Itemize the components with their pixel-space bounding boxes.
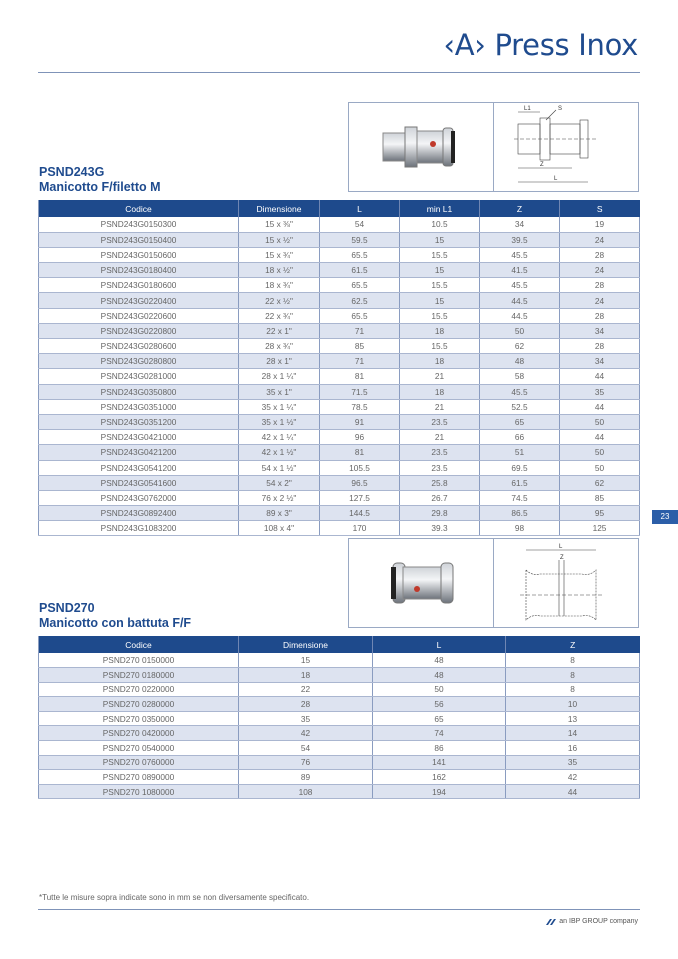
page-number-tab: 23 [652, 510, 678, 524]
table-cell: 15 [239, 653, 373, 668]
table-cell: PSND243G0150300 [39, 217, 239, 232]
technical-drawing [493, 103, 638, 191]
table-cell: 26.7 [400, 490, 480, 505]
table-cell: 96 [320, 430, 400, 445]
table-cell: PSND243G0541200 [39, 460, 239, 475]
column-header: S [560, 200, 640, 217]
table-cell: 50 [373, 682, 506, 697]
table-cell: 98 [480, 521, 560, 536]
column-header: Z [506, 636, 640, 653]
table-cell: 28 [560, 339, 640, 354]
table-cell: 54 [320, 217, 400, 232]
table-cell: PSND270 0150000 [39, 653, 239, 668]
table-cell: 24 [560, 263, 640, 278]
table-row [39, 668, 640, 683]
product-images-psnd270 [348, 538, 639, 628]
table-cell: 28 [560, 247, 640, 262]
table-cell: PSND243G0421000 [39, 430, 239, 445]
table-cell: 35 x 1" [239, 384, 320, 399]
table-cell: 34 [560, 323, 640, 338]
table-row [39, 784, 640, 799]
table-cell: 28 [239, 697, 373, 712]
product-table-psnd243g [38, 200, 640, 536]
table-cell: 21 [400, 369, 480, 384]
table-cell: 22 [239, 682, 373, 697]
table-cell: 15 [400, 263, 480, 278]
table-cell: PSND243G0220600 [39, 308, 239, 323]
table-cell: 44 [560, 430, 640, 445]
table-cell: 65 [373, 711, 506, 726]
table-row [39, 460, 640, 475]
table-row [39, 521, 640, 536]
table-row [39, 490, 640, 505]
table-cell: 15 [400, 232, 480, 247]
table-cell: 28 [560, 278, 640, 293]
table-cell: 23.5 [400, 460, 480, 475]
table-cell: 45.5 [480, 247, 560, 262]
table-cell: PSND243G0421200 [39, 445, 239, 460]
table-cell: PSND243G0351000 [39, 399, 239, 414]
table-cell: 35 x 1 ½" [239, 414, 320, 429]
product-name: Manicotto F/filetto M [39, 180, 161, 194]
table-cell: 19 [560, 217, 640, 232]
table-cell: 50 [560, 414, 640, 429]
table-cell: PSND270 0180000 [39, 668, 239, 683]
product-code: PSND243G [39, 165, 105, 179]
table-cell: 28 x 1" [239, 354, 320, 369]
table-row [39, 726, 640, 741]
svg-text:S: S [558, 106, 563, 112]
table-row [39, 354, 640, 369]
table-row [39, 445, 640, 460]
table-cell: 170 [320, 521, 400, 536]
column-header: Z [480, 200, 560, 217]
table-row [39, 682, 640, 697]
table-cell: 50 [560, 460, 640, 475]
svg-text:Z: Z [560, 555, 564, 561]
table-row [39, 369, 640, 384]
table-cell: 35 [239, 711, 373, 726]
table-row [39, 232, 640, 247]
table-cell: 78.5 [320, 399, 400, 414]
table-row [39, 247, 640, 262]
table-cell: 21 [400, 399, 480, 414]
table-cell: 18 x ½" [239, 263, 320, 278]
table-cell: 44 [560, 369, 640, 384]
table-cell: PSND243G0281000 [39, 369, 239, 384]
table-cell: PSND270 0540000 [39, 741, 239, 756]
table-row [39, 475, 640, 490]
table-cell: 54 x 2" [239, 475, 320, 490]
table-cell: 34 [560, 354, 640, 369]
table-cell: 15 x ¾" [239, 247, 320, 262]
table-cell: 34 [480, 217, 560, 232]
product-table-psnd270 [38, 636, 640, 799]
header-divider [38, 72, 640, 73]
table-cell: PSND270 0220000 [39, 682, 239, 697]
column-header: L [320, 200, 400, 217]
footnote: *Tutte le misure sopra indicate sono in mm se non diversamente specificato. [39, 893, 310, 902]
table-cell: PSND243G0541600 [39, 475, 239, 490]
table-cell: 8 [506, 653, 640, 668]
table-cell: 45.5 [480, 278, 560, 293]
table-cell: 15.5 [400, 278, 480, 293]
company-logo [544, 918, 638, 925]
table-row [39, 278, 640, 293]
table-cell: 81 [320, 369, 400, 384]
table-cell: 54 x 1 ½" [239, 460, 320, 475]
table-cell: 105.5 [320, 460, 400, 475]
table-cell: 42 x 1 ¼" [239, 430, 320, 445]
table-row [39, 308, 640, 323]
table-row [39, 263, 640, 278]
table-cell: 39.3 [400, 521, 480, 536]
product-photo [349, 103, 493, 191]
table-cell: 44.5 [480, 308, 560, 323]
table-cell: PSND270 0350000 [39, 711, 239, 726]
table-cell: PSND243G0150400 [39, 232, 239, 247]
table-cell: 76 [239, 755, 373, 770]
table-cell: 23.5 [400, 414, 480, 429]
table-cell: 96.5 [320, 475, 400, 490]
table-cell: 39.5 [480, 232, 560, 247]
table-cell: 21 [400, 430, 480, 445]
table-cell: 8 [506, 668, 640, 683]
table-cell: 86.5 [480, 506, 560, 521]
table-cell: 61.5 [320, 263, 400, 278]
table-row [39, 384, 640, 399]
section-heading-psnd270 [39, 601, 191, 631]
section-heading-psnd243g [39, 165, 161, 195]
table-cell: PSND270 0420000 [39, 726, 239, 741]
table-cell: PSND270 0890000 [39, 770, 239, 785]
table-row [39, 217, 640, 232]
column-header: Dimensione [239, 636, 373, 653]
table-cell: PSND243G0150600 [39, 247, 239, 262]
table-cell: 44.5 [480, 293, 560, 308]
table-cell: PSND243G1083200 [39, 521, 239, 536]
footer-divider [38, 909, 640, 910]
svg-text:L: L [554, 176, 558, 182]
table-cell: 18 [400, 354, 480, 369]
table-cell: 194 [373, 784, 506, 799]
table-cell: 15 x ½" [239, 232, 320, 247]
table-cell: 25.8 [400, 475, 480, 490]
table-cell: 18 [239, 668, 373, 683]
table-cell: 44 [560, 399, 640, 414]
table-row [39, 414, 640, 429]
table-cell: 71 [320, 323, 400, 338]
table-cell: PSND270 0760000 [39, 755, 239, 770]
table-cell: 23.5 [400, 445, 480, 460]
table-cell: 65 [480, 414, 560, 429]
table-cell: PSND243G0220800 [39, 323, 239, 338]
table-cell: 86 [373, 741, 506, 756]
table-cell: 35 [560, 384, 640, 399]
table-row [39, 430, 640, 445]
table-cell: 69.5 [480, 460, 560, 475]
table-cell: 81 [320, 445, 400, 460]
table-cell: PSND270 1080000 [39, 784, 239, 799]
table-row [39, 339, 640, 354]
column-header: Dimensione [239, 200, 320, 217]
table-cell: 28 x 1 ¼" [239, 369, 320, 384]
table-cell: 15.5 [400, 339, 480, 354]
table-cell: 8 [506, 682, 640, 697]
table-cell: 24 [560, 232, 640, 247]
table-cell: 15.5 [400, 247, 480, 262]
table-row [39, 741, 640, 756]
column-header: min L1 [400, 200, 480, 217]
table-cell: 44 [506, 784, 640, 799]
table-cell: 45.5 [480, 384, 560, 399]
table-cell: 35 x 1 ¼" [239, 399, 320, 414]
table-cell: 48 [373, 668, 506, 683]
table-cell: 71 [320, 354, 400, 369]
table-cell: 10 [506, 697, 640, 712]
table-cell: 14 [506, 726, 640, 741]
table-cell: 125 [560, 521, 640, 536]
table-cell: PSND243G0762000 [39, 490, 239, 505]
table-cell: PSND270 0280000 [39, 697, 239, 712]
table-cell: 52.5 [480, 399, 560, 414]
table-row [39, 755, 640, 770]
column-header: L [373, 636, 506, 653]
table-cell: 74.5 [480, 490, 560, 505]
table-cell: 24 [560, 293, 640, 308]
table-row [39, 399, 640, 414]
table-cell: PSND243G0280600 [39, 339, 239, 354]
table-cell: 127.5 [320, 490, 400, 505]
table-cell: 48 [373, 653, 506, 668]
table-cell: 35 [506, 755, 640, 770]
table-cell: 89 x 3" [239, 506, 320, 521]
table-cell: 13 [506, 711, 640, 726]
table-cell: 15 [400, 293, 480, 308]
column-header: Codice [39, 200, 239, 217]
table-row [39, 653, 640, 668]
table-row [39, 293, 640, 308]
column-header: Codice [39, 636, 239, 653]
table-cell: 65.5 [320, 278, 400, 293]
table-cell: 76 x 2 ½" [239, 490, 320, 505]
table-cell: 108 x 4" [239, 521, 320, 536]
table-cell: PSND243G0892400 [39, 506, 239, 521]
table-cell: 74 [373, 726, 506, 741]
table-cell: 71.5 [320, 384, 400, 399]
table-cell: 10.5 [400, 217, 480, 232]
table-cell: 62.5 [320, 293, 400, 308]
table-cell: 18 x ¾" [239, 278, 320, 293]
page-title: ‹A› Press Inox [443, 28, 638, 62]
table-cell: PSND243G0350800 [39, 384, 239, 399]
table-cell: 22 x ½" [239, 293, 320, 308]
table-row [39, 697, 640, 712]
table-cell: 15.5 [400, 308, 480, 323]
product-name: Manicotto con battuta F/F [39, 616, 192, 630]
table-cell: 42 [239, 726, 373, 741]
product-images-psnd243g [348, 102, 639, 192]
table-cell: 50 [480, 323, 560, 338]
table-cell: 56 [373, 697, 506, 712]
table-cell: 28 [560, 308, 640, 323]
table-cell: 29.8 [400, 506, 480, 521]
table-cell: PSND243G0220400 [39, 293, 239, 308]
table-cell: 42 [506, 770, 640, 785]
table-cell: 18 [400, 323, 480, 338]
table-cell: 50 [560, 445, 640, 460]
ibp-logo-icon [544, 919, 556, 925]
table-cell: 141 [373, 755, 506, 770]
table-cell: 91 [320, 414, 400, 429]
technical-drawing [493, 539, 638, 627]
table-cell: 59.5 [320, 232, 400, 247]
table-cell: 162 [373, 770, 506, 785]
table-cell: 58 [480, 369, 560, 384]
product-code: PSND270 [39, 601, 95, 615]
product-photo [349, 539, 493, 627]
table-cell: 66 [480, 430, 560, 445]
table-cell: 61.5 [480, 475, 560, 490]
table-cell: 95 [560, 506, 640, 521]
table-cell: 108 [239, 784, 373, 799]
table-cell: 22 x 1" [239, 323, 320, 338]
table-cell: 18 [400, 384, 480, 399]
table-cell: 62 [480, 339, 560, 354]
table-row [39, 323, 640, 338]
table-cell: 65.5 [320, 308, 400, 323]
table-cell: PSND243G0180600 [39, 278, 239, 293]
table-cell: 65.5 [320, 247, 400, 262]
table-row [39, 506, 640, 521]
table-cell: PSND243G0180400 [39, 263, 239, 278]
table-cell: 89 [239, 770, 373, 785]
table-cell: 16 [506, 741, 640, 756]
table-cell: 48 [480, 354, 560, 369]
table-cell: 15 x ⅜" [239, 217, 320, 232]
svg-text:Z: Z [540, 162, 544, 168]
table-row [39, 770, 640, 785]
table-cell: 51 [480, 445, 560, 460]
table-cell: 85 [560, 490, 640, 505]
table-row [39, 711, 640, 726]
table-cell: 85 [320, 339, 400, 354]
company-tagline: an IBP GROUP company [559, 918, 638, 925]
table-cell: 42 x 1 ½" [239, 445, 320, 460]
table-cell: 41.5 [480, 263, 560, 278]
svg-text:L1: L1 [524, 106, 531, 112]
table-cell: 144.5 [320, 506, 400, 521]
table-cell: 62 [560, 475, 640, 490]
svg-text:L: L [559, 544, 563, 550]
table-cell: PSND243G0280800 [39, 354, 239, 369]
table-cell: 54 [239, 741, 373, 756]
table-cell: 22 x ¾" [239, 308, 320, 323]
table-cell: PSND243G0351200 [39, 414, 239, 429]
table-cell: 28 x ¾" [239, 339, 320, 354]
